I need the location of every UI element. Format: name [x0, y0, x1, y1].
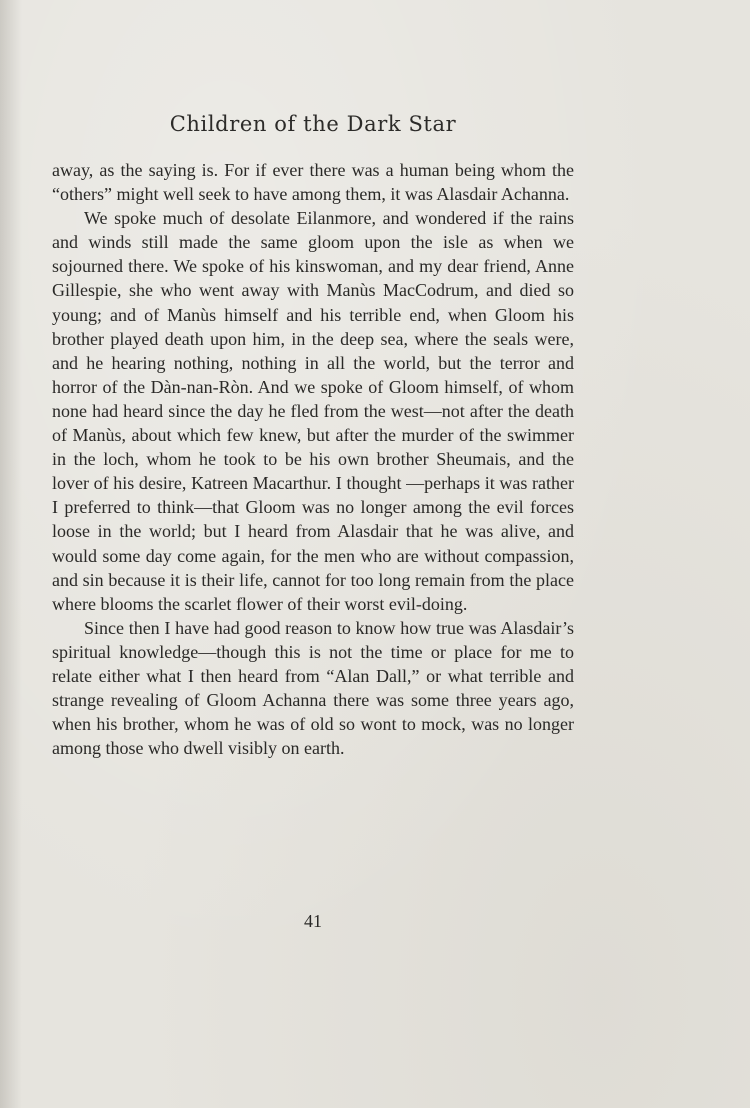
page-gutter-shadow — [0, 0, 22, 1108]
paragraph-continuation: away, as the saying is. For if ever there was a human being whom the “others” might well seek to have among them, it was Alasdair Achanna. — [52, 160, 574, 205]
body-text — [52, 158, 574, 760]
paragraph: We spoke much of desolate Eilanmore, and wondered if the rains and winds still made the same gloom upon the isle as when we sojourned there. We spoke of his kinswoman, and my dear friend, Anne Gillespie, she who went away with Manùs MacCodrum, and died so young; and of Manùs himself and his terrible end, when Gloom his brother played death upon him, in the deep sea, where the seals were, and he hearing nothing, nothing in all the world, but the terror and horror of the Dàn-nan-Ròn. And we spoke of Gloom himself, of whom none had heard since the day he fled from the west—not after the death of Manùs, about which few knew, but after the murder of the swimmer in the loch, whom he took to be his own brother Sheumais, and the lover of his desire, Katreen Macarthur. I thought —perhaps it was rather I preferred to think—that Gloom was no longer among the evil forces loose in the world; but I heard from Alasdair that he was alive, and would some day come again, for the men who are without compassion, and sin because it is their life, cannot for too long remain from the place where blooms the scarlet flower of their worst evil-doing. — [52, 208, 574, 614]
paragraph: Since then I have had good reason to know how true was Alasdair’s spiritual knowledge—though this is not the time or place for me to relate either what I then heard from “Alan Dall,” or what terrible and strange revealing of Gloom Achanna there was some three years ago, when his brother, whom he was of old so wont to mock, was no longer among those who dwell visibly on earth. — [52, 617, 574, 759]
page-number: 41 — [304, 911, 322, 931]
running-head: Children of the Dark Star — [169, 112, 457, 136]
